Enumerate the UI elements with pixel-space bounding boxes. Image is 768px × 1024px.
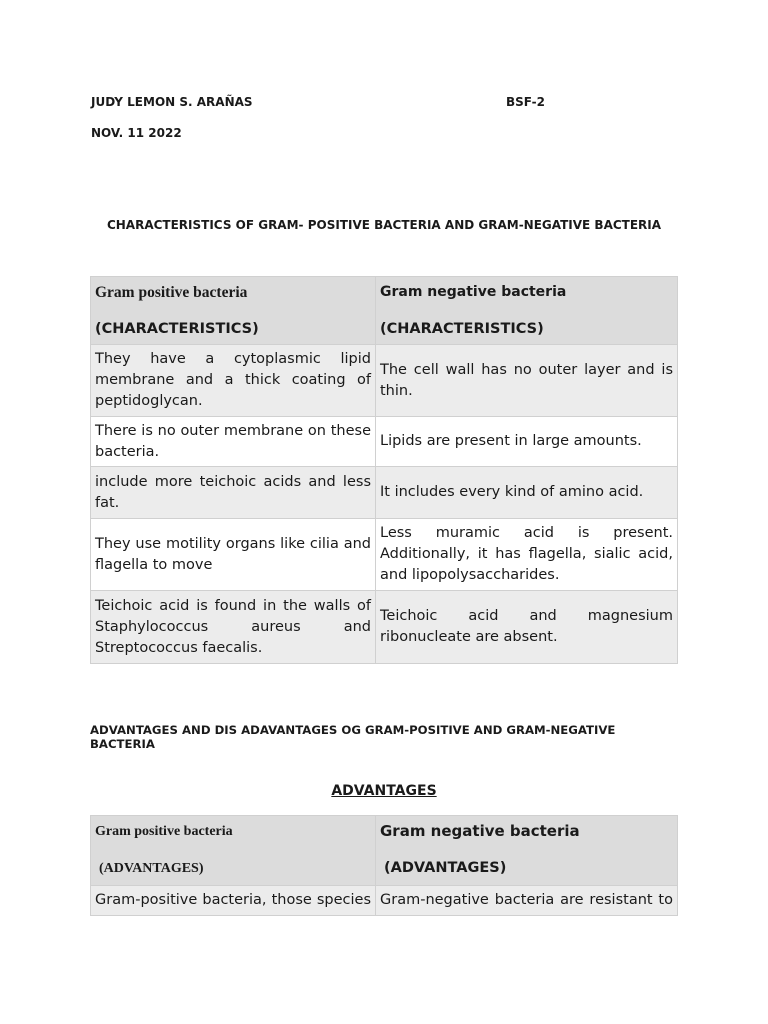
table-row <box>91 519 678 591</box>
advantages-table <box>90 815 678 916</box>
section-label: BSF-2 <box>506 95 545 109</box>
table-row <box>91 591 678 664</box>
table-row <box>91 886 678 916</box>
table-row <box>91 345 678 417</box>
advantages-section-title: ADVANTAGES AND DIS ADAVANTAGES OG GRAM-POSITIVE AND GRAM-NEGATIVE BACTERIA <box>90 723 616 751</box>
column-subtitle: (CHARACTERISTICS) <box>95 321 259 337</box>
table-header-row <box>91 277 678 345</box>
column-title: Gram positive bacteria <box>95 824 233 839</box>
table-cell: Teichoic acid is found in the walls of Staphylococcus aureus and Streptococcus faecalis. <box>91 591 376 664</box>
table-cell: They use motility organs like cilia and flagella to move <box>91 519 376 591</box>
author-name: JUDY LEMON S. ARAÑAS <box>91 95 253 109</box>
table-header-row <box>91 816 678 886</box>
table-cell: They have a cytoplasmic lipid membrane and a thick coating of peptidoglycan. <box>91 345 376 417</box>
advantages-heading: ADVANTAGES <box>331 783 437 799</box>
column-subtitle: (ADVANTAGES) <box>99 861 204 876</box>
characteristics-table <box>90 276 678 664</box>
header-cell-gram-negative <box>376 816 678 886</box>
table-cell: There is no outer membrane on these bacteria. <box>91 417 376 467</box>
header-cell-gram-positive <box>91 816 376 886</box>
header-cell-gram-positive <box>91 277 376 345</box>
document-date: NOV. 11 2022 <box>91 126 182 140</box>
column-title: Gram negative bacteria <box>380 284 567 300</box>
column-title: Gram negative bacteria <box>380 822 580 840</box>
table-cell: Gram-positive bacteria, those species <box>91 886 376 916</box>
table-cell: Gram-negative bacteria are resistant to <box>376 886 678 916</box>
table-cell: Teichoic acid and magnesium ribonucleate are absent. <box>376 591 678 664</box>
table-cell: Less muramic acid is present. Additionally, it has flagella, sialic acid, and lipopolysaccharides. <box>376 519 678 591</box>
characteristics-title: CHARACTERISTICS OF GRAM- POSITIVE BACTERIA AND GRAM-NEGATIVE BACTERIA <box>106 218 662 232</box>
table-cell: include more teichoic acids and less fat. <box>91 467 376 519</box>
table-row <box>91 467 678 519</box>
table-cell: Lipids are present in large amounts. <box>376 417 678 467</box>
header-cell-gram-negative <box>376 277 678 345</box>
table-cell: It includes every kind of amino acid. <box>376 467 678 519</box>
column-subtitle: (ADVANTAGES) <box>384 860 507 876</box>
table-row <box>91 417 678 467</box>
column-title: Gram positive bacteria <box>95 284 248 301</box>
column-subtitle: (CHARACTERISTICS) <box>380 321 544 337</box>
table-cell: The cell wall has no outer layer and is thin. <box>376 345 678 417</box>
